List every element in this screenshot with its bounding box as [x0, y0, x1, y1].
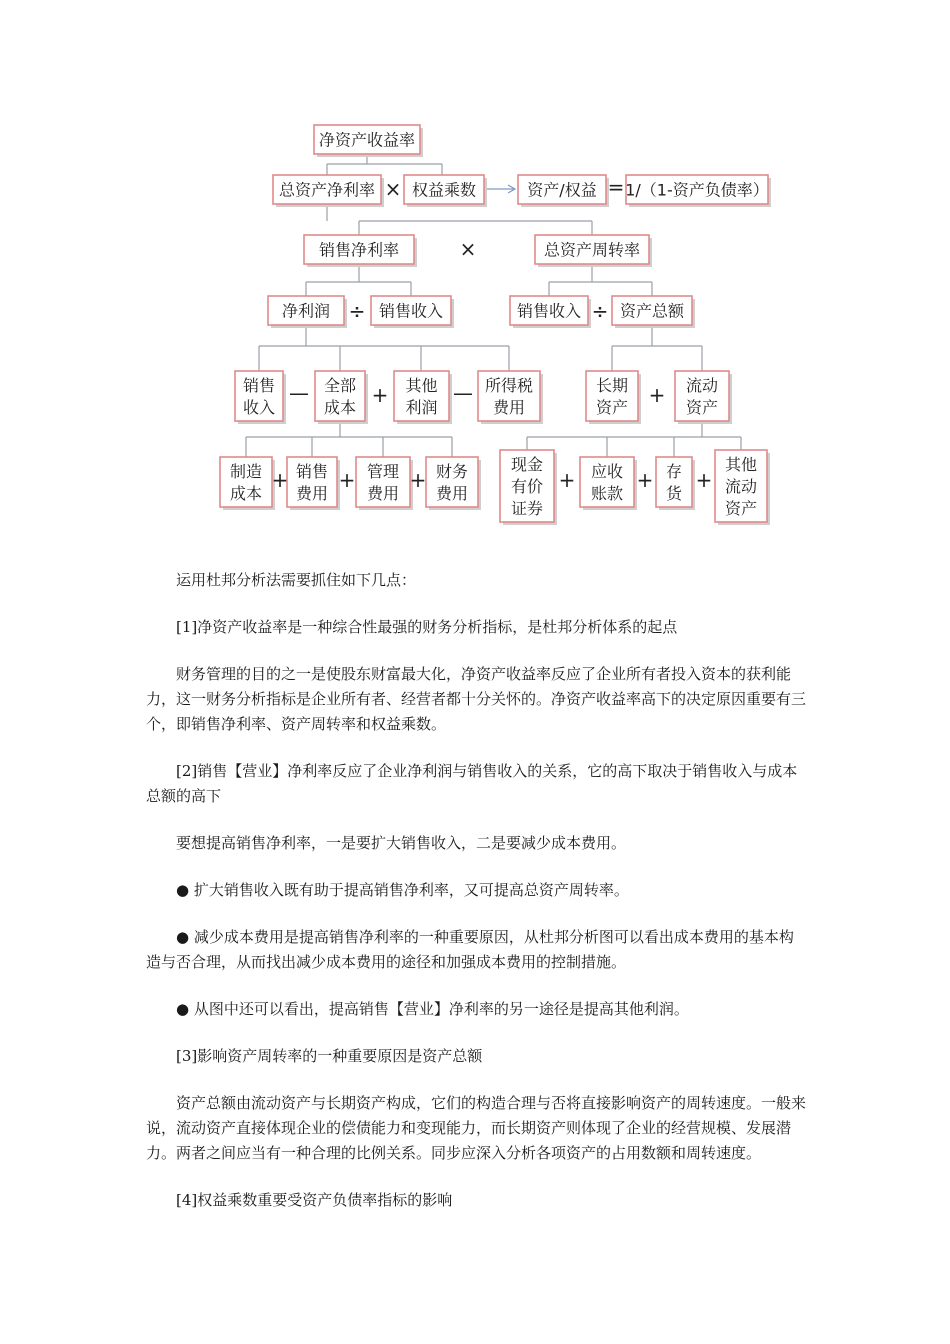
node-other-profit — [394, 371, 452, 424]
node-net-margin — [304, 235, 417, 267]
diagram-nodes — [220, 125, 771, 525]
node-label: 总资产周转率 — [543, 240, 641, 260]
intro-paragraph: 运用杜邦分析法需要抓住如下几点： — [176, 571, 417, 589]
node-label: 净资产收益率 — [318, 130, 416, 150]
plus-sign: + — [636, 468, 654, 492]
node-label: 费用 — [295, 484, 329, 503]
node-label: 有价 — [510, 477, 544, 496]
node-asset-turnover — [535, 235, 652, 267]
node-label: 成本 — [229, 484, 263, 503]
node-label: 资产 — [724, 499, 758, 518]
node-label: 其他 — [724, 455, 758, 474]
node-label: 流动 — [724, 477, 758, 496]
node-long-term-assets — [586, 371, 641, 424]
node-label: 流动 — [685, 376, 719, 395]
node-label: 净利润 — [281, 301, 331, 321]
point-1-title: [1]净资产收益率是一种综合性最强的财务分析指标，是杜邦分析体系的起点 — [176, 618, 678, 636]
node-mfg-cost — [220, 457, 275, 510]
node-equity-multiplier — [404, 175, 487, 207]
node-label: 长期 — [595, 376, 629, 395]
node-receivables — [580, 457, 637, 510]
plus-sign: + — [371, 383, 389, 407]
node-one-minus-debt — [625, 175, 771, 207]
point-3-title: [3]影响资产周转率的一种重要原因是资产总额 — [176, 1047, 483, 1065]
point-3-body: 资产总额由流动资产与长期资产构成，它们的构造合理与否将直接影响资产的周转速度。一般来说，流动资产直接体现企业的偿债能力和变现能力，而长期资产则体现了企业的经营规模、发展潜力。两者之间应当有一种合理的比例关系。同步应深入分析各项资产的占用数额和周转速度。 — [146, 1094, 807, 1162]
node-label: 销售收入 — [516, 301, 582, 321]
plus-sign: + — [409, 468, 427, 492]
point-4-title: [4]权益乘数重要受资产负债率指标的影响 — [176, 1191, 453, 1209]
point-2-body: 要想提高销售净利率，一是要扩大销售收入，二是要减少成本费用。 — [176, 834, 627, 852]
plus-sign: + — [338, 468, 356, 492]
node-label: 销售 — [295, 462, 329, 481]
times-sign: × — [459, 237, 477, 261]
node-label: 费用 — [435, 484, 469, 503]
node-sales-2 — [510, 296, 591, 328]
node-label: 销售收入 — [378, 301, 444, 321]
minus-sign: — — [453, 381, 473, 405]
dupont-diagram — [0, 0, 950, 540]
node-label: 现金 — [510, 455, 544, 474]
divide-sign: ÷ — [591, 299, 609, 323]
node-other-current — [715, 450, 770, 525]
node-label: 管理 — [366, 462, 400, 481]
node-roe — [314, 125, 423, 157]
node-sales-3 — [235, 371, 286, 424]
plus-sign: + — [271, 468, 289, 492]
diagram-operators — [272, 175, 713, 492]
node-label: 资产总额 — [619, 301, 685, 321]
node-label: 资产 — [685, 398, 719, 417]
node-label: 1/（1-资产负债率） — [625, 180, 769, 200]
plus-sign: + — [648, 383, 666, 407]
node-admin-expense — [356, 457, 413, 510]
point-1-body: 财务管理的目的之一是使股东财富最大化，净资产收益率反应了企业所有者投入资本的获利能力，这一财务分析指标是企业所有者、经营者都十分关怀的。净资产收益率高下的决定原因重要有三个，即销售净利率、资产周转率和权益乘数。 — [146, 665, 807, 733]
plus-sign: + — [558, 468, 576, 492]
node-inventory — [656, 457, 695, 510]
node-net-profit — [268, 296, 347, 328]
node-label: 账款 — [590, 484, 624, 503]
node-label: 费用 — [492, 398, 526, 417]
node-total-assets — [612, 296, 695, 328]
node-roa — [273, 175, 384, 207]
node-label: 财务 — [435, 462, 469, 481]
node-cash-securities — [500, 450, 557, 525]
node-label: 总资产净利率 — [278, 180, 376, 200]
node-label: 所得税 — [484, 376, 534, 395]
node-label: 销售净利率 — [318, 240, 400, 260]
node-finance-expense — [426, 457, 481, 510]
node-total-cost — [315, 371, 368, 424]
node-income-tax — [478, 371, 543, 424]
bullet-3: ● 从图中还可以看出，提高销售【营业】净利率的另一途径是提高其他利润。 — [176, 1000, 689, 1018]
node-label: 应收 — [590, 462, 624, 481]
node-label: 其他 — [405, 376, 438, 395]
node-current-assets — [675, 371, 732, 424]
bullet-2: ● 减少成本费用是提高销售净利率的一种重要原因，从杜邦分析图可以看出成本费用的基本构造与否合理，从而找出减少成本费用的途径和加强成本费用的控制措施。 — [146, 928, 794, 971]
node-label: 利润 — [405, 398, 438, 417]
node-label: 证券 — [510, 499, 544, 518]
bullet-1: ● 扩大销售收入既有助于提高销售净利率，又可提高总资产周转率。 — [176, 881, 629, 899]
minus-sign: — — [289, 381, 309, 405]
node-label: 资产/权益 — [527, 180, 597, 200]
node-label: 存 — [665, 462, 683, 481]
node-asset-equity — [518, 175, 609, 207]
node-label: 销售 — [242, 376, 276, 395]
analysis-text — [146, 568, 806, 1213]
node-sales-1 — [371, 296, 454, 328]
node-label: 制造 — [229, 462, 263, 481]
node-selling-expense — [287, 457, 340, 510]
node-label: 权益乘数 — [411, 180, 477, 200]
plus-sign: + — [695, 468, 713, 492]
equals-sign: = — [607, 175, 625, 199]
node-label: 货 — [665, 484, 683, 503]
node-label: 费用 — [366, 484, 400, 503]
node-label: 全部 — [323, 376, 357, 395]
point-2-title: [2]销售【营业】净利率反应了企业净利润与销售收入的关系，它的高下取决于销售收入与成本总额的高下 — [146, 762, 798, 805]
node-label: 收入 — [242, 398, 276, 417]
divide-sign: ÷ — [348, 299, 366, 323]
node-label: 资产 — [595, 398, 629, 417]
node-label: 成本 — [323, 398, 357, 417]
times-sign: × — [384, 177, 402, 201]
